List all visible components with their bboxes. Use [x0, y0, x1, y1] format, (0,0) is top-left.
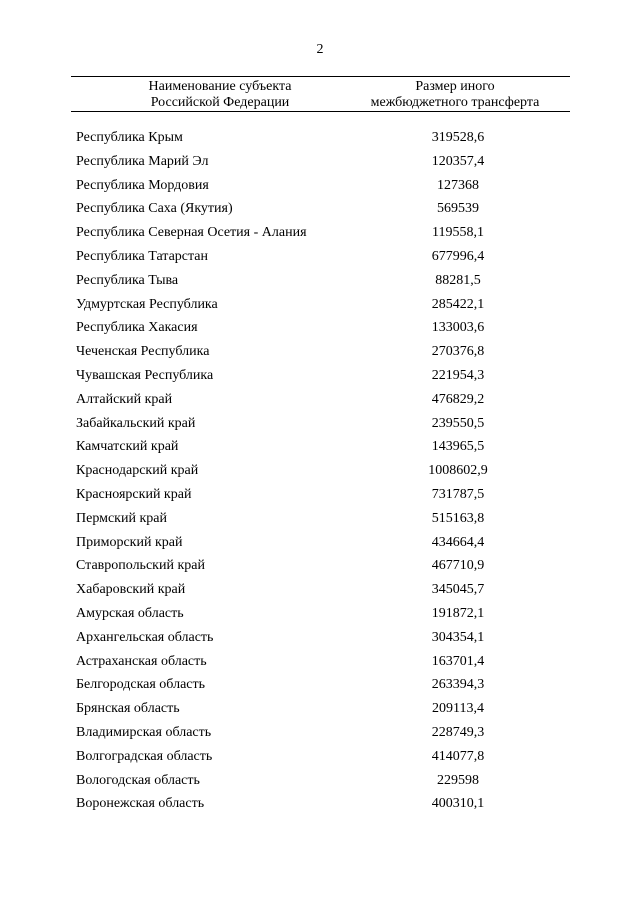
table-row — [0, 340, 640, 364]
transfer-amount: 400310,1 — [431, 796, 485, 812]
table-row — [0, 507, 640, 531]
table-row — [0, 626, 640, 650]
table-row — [0, 650, 640, 674]
table-row — [0, 673, 640, 697]
table-body — [0, 126, 640, 816]
table-row — [0, 412, 640, 436]
region-name: Вологодская область — [76, 772, 200, 788]
column-header-transfer-amount — [340, 79, 570, 111]
transfer-amount: 345045,7 — [431, 582, 485, 598]
table-row — [0, 721, 640, 745]
table-row — [0, 697, 640, 721]
column-header-transfer-amount-line1: Размер иного — [415, 79, 495, 94]
region-name: Краснодарский край — [76, 463, 199, 479]
table-row — [0, 197, 640, 221]
table-row — [0, 126, 640, 150]
table-row — [0, 792, 640, 816]
transfer-amount: 270376,8 — [431, 344, 485, 360]
transfer-amount: 239550,5 — [431, 415, 485, 431]
table-row — [0, 745, 640, 769]
transfer-amount: 414077,8 — [431, 748, 485, 764]
table-row — [0, 316, 640, 340]
transfer-amount: 434664,4 — [431, 534, 485, 550]
transfer-amount: 191872,1 — [431, 605, 485, 621]
table-row — [0, 245, 640, 269]
transfer-amount: 319528,6 — [431, 130, 485, 145]
region-name: Владимирская область — [76, 724, 212, 740]
region-name: Удмуртская Республика — [76, 296, 218, 312]
region-name: Красноярский край — [76, 486, 192, 502]
table-row — [0, 435, 640, 459]
transfer-amount: 88281,5 — [435, 272, 481, 288]
region-name: Амурская область — [76, 605, 184, 621]
region-name: Республика Татарстан — [76, 248, 209, 264]
table-row — [0, 483, 640, 507]
region-name: Архангельская область — [76, 629, 214, 645]
table-row — [0, 602, 640, 626]
region-name: Белгородская область — [76, 677, 206, 693]
page-number: 2 — [316, 42, 324, 57]
transfer-amount: 285422,1 — [431, 296, 485, 312]
region-name: Чувашская Республика — [76, 367, 214, 383]
transfer-amount: 221954,3 — [431, 367, 485, 383]
region-name: Республика Тыва — [76, 272, 179, 288]
table-row — [0, 459, 640, 483]
column-header-region-name — [110, 79, 330, 111]
transfer-amount: 476829,2 — [431, 391, 485, 407]
region-name: Приморский край — [76, 534, 183, 550]
region-name: Астраханская область — [76, 653, 207, 669]
table-row — [0, 364, 640, 388]
region-name: Пермский край — [76, 510, 167, 526]
transfer-amount: 120357,4 — [431, 153, 485, 169]
transfer-amount: 569539 — [437, 201, 479, 217]
table-row — [0, 174, 640, 198]
transfer-amount: 1008602,9 — [428, 463, 488, 479]
table-row — [0, 769, 640, 793]
table-row — [0, 388, 640, 412]
table-row — [0, 221, 640, 245]
transfer-amount: 731787,5 — [431, 486, 485, 502]
column-header-region-name-line2: Российской Федерации — [150, 95, 290, 110]
transfer-amount: 229598 — [437, 772, 479, 788]
transfer-amount: 677996,4 — [431, 248, 485, 264]
column-header-region-name-line1: Наименование субъекта — [148, 79, 292, 94]
table-top-rule — [71, 76, 570, 77]
region-name: Волгоградская область — [76, 748, 213, 764]
region-name: Республика Северная Осетия - Алания — [76, 225, 307, 241]
table-row — [0, 293, 640, 317]
transfer-amount: 119558,1 — [432, 225, 484, 241]
region-name: Воронежская область — [76, 796, 205, 812]
table-row — [0, 554, 640, 578]
transfer-amount: 515163,8 — [431, 510, 485, 526]
region-name: Республика Марий Эл — [76, 153, 209, 169]
region-name: Республика Крым — [76, 130, 183, 145]
region-name: Хабаровский край — [76, 582, 186, 598]
region-name: Забайкальский край — [76, 415, 196, 431]
region-name: Республика Саха (Якутия) — [76, 201, 233, 217]
transfer-amount: 228749,3 — [431, 724, 485, 740]
table-row — [0, 578, 640, 602]
region-name: Камчатский край — [76, 439, 179, 455]
table-row — [0, 531, 640, 555]
transfer-amount: 263394,3 — [431, 677, 485, 693]
transfer-amount: 127368 — [437, 177, 479, 193]
transfer-amount: 304354,1 — [431, 629, 485, 645]
table-row — [0, 150, 640, 174]
transfer-amount: 467710,9 — [431, 558, 485, 574]
region-name: Республика Мордовия — [76, 177, 209, 193]
table-header-rule — [71, 111, 570, 112]
table-row — [0, 269, 640, 293]
region-name: Брянская область — [76, 701, 180, 717]
transfer-amount: 133003,6 — [431, 320, 485, 336]
column-header-transfer-amount-line2: межбюджетного трансферта — [370, 95, 540, 110]
region-name: Алтайский край — [76, 391, 173, 407]
transfer-amount: 163701,4 — [431, 653, 485, 669]
region-name: Ставропольский край — [76, 558, 205, 574]
region-name: Чеченская Республика — [76, 344, 210, 360]
transfer-amount: 209113,4 — [432, 701, 484, 717]
transfer-amount: 143965,5 — [431, 439, 485, 455]
region-name: Республика Хакасия — [76, 320, 198, 336]
